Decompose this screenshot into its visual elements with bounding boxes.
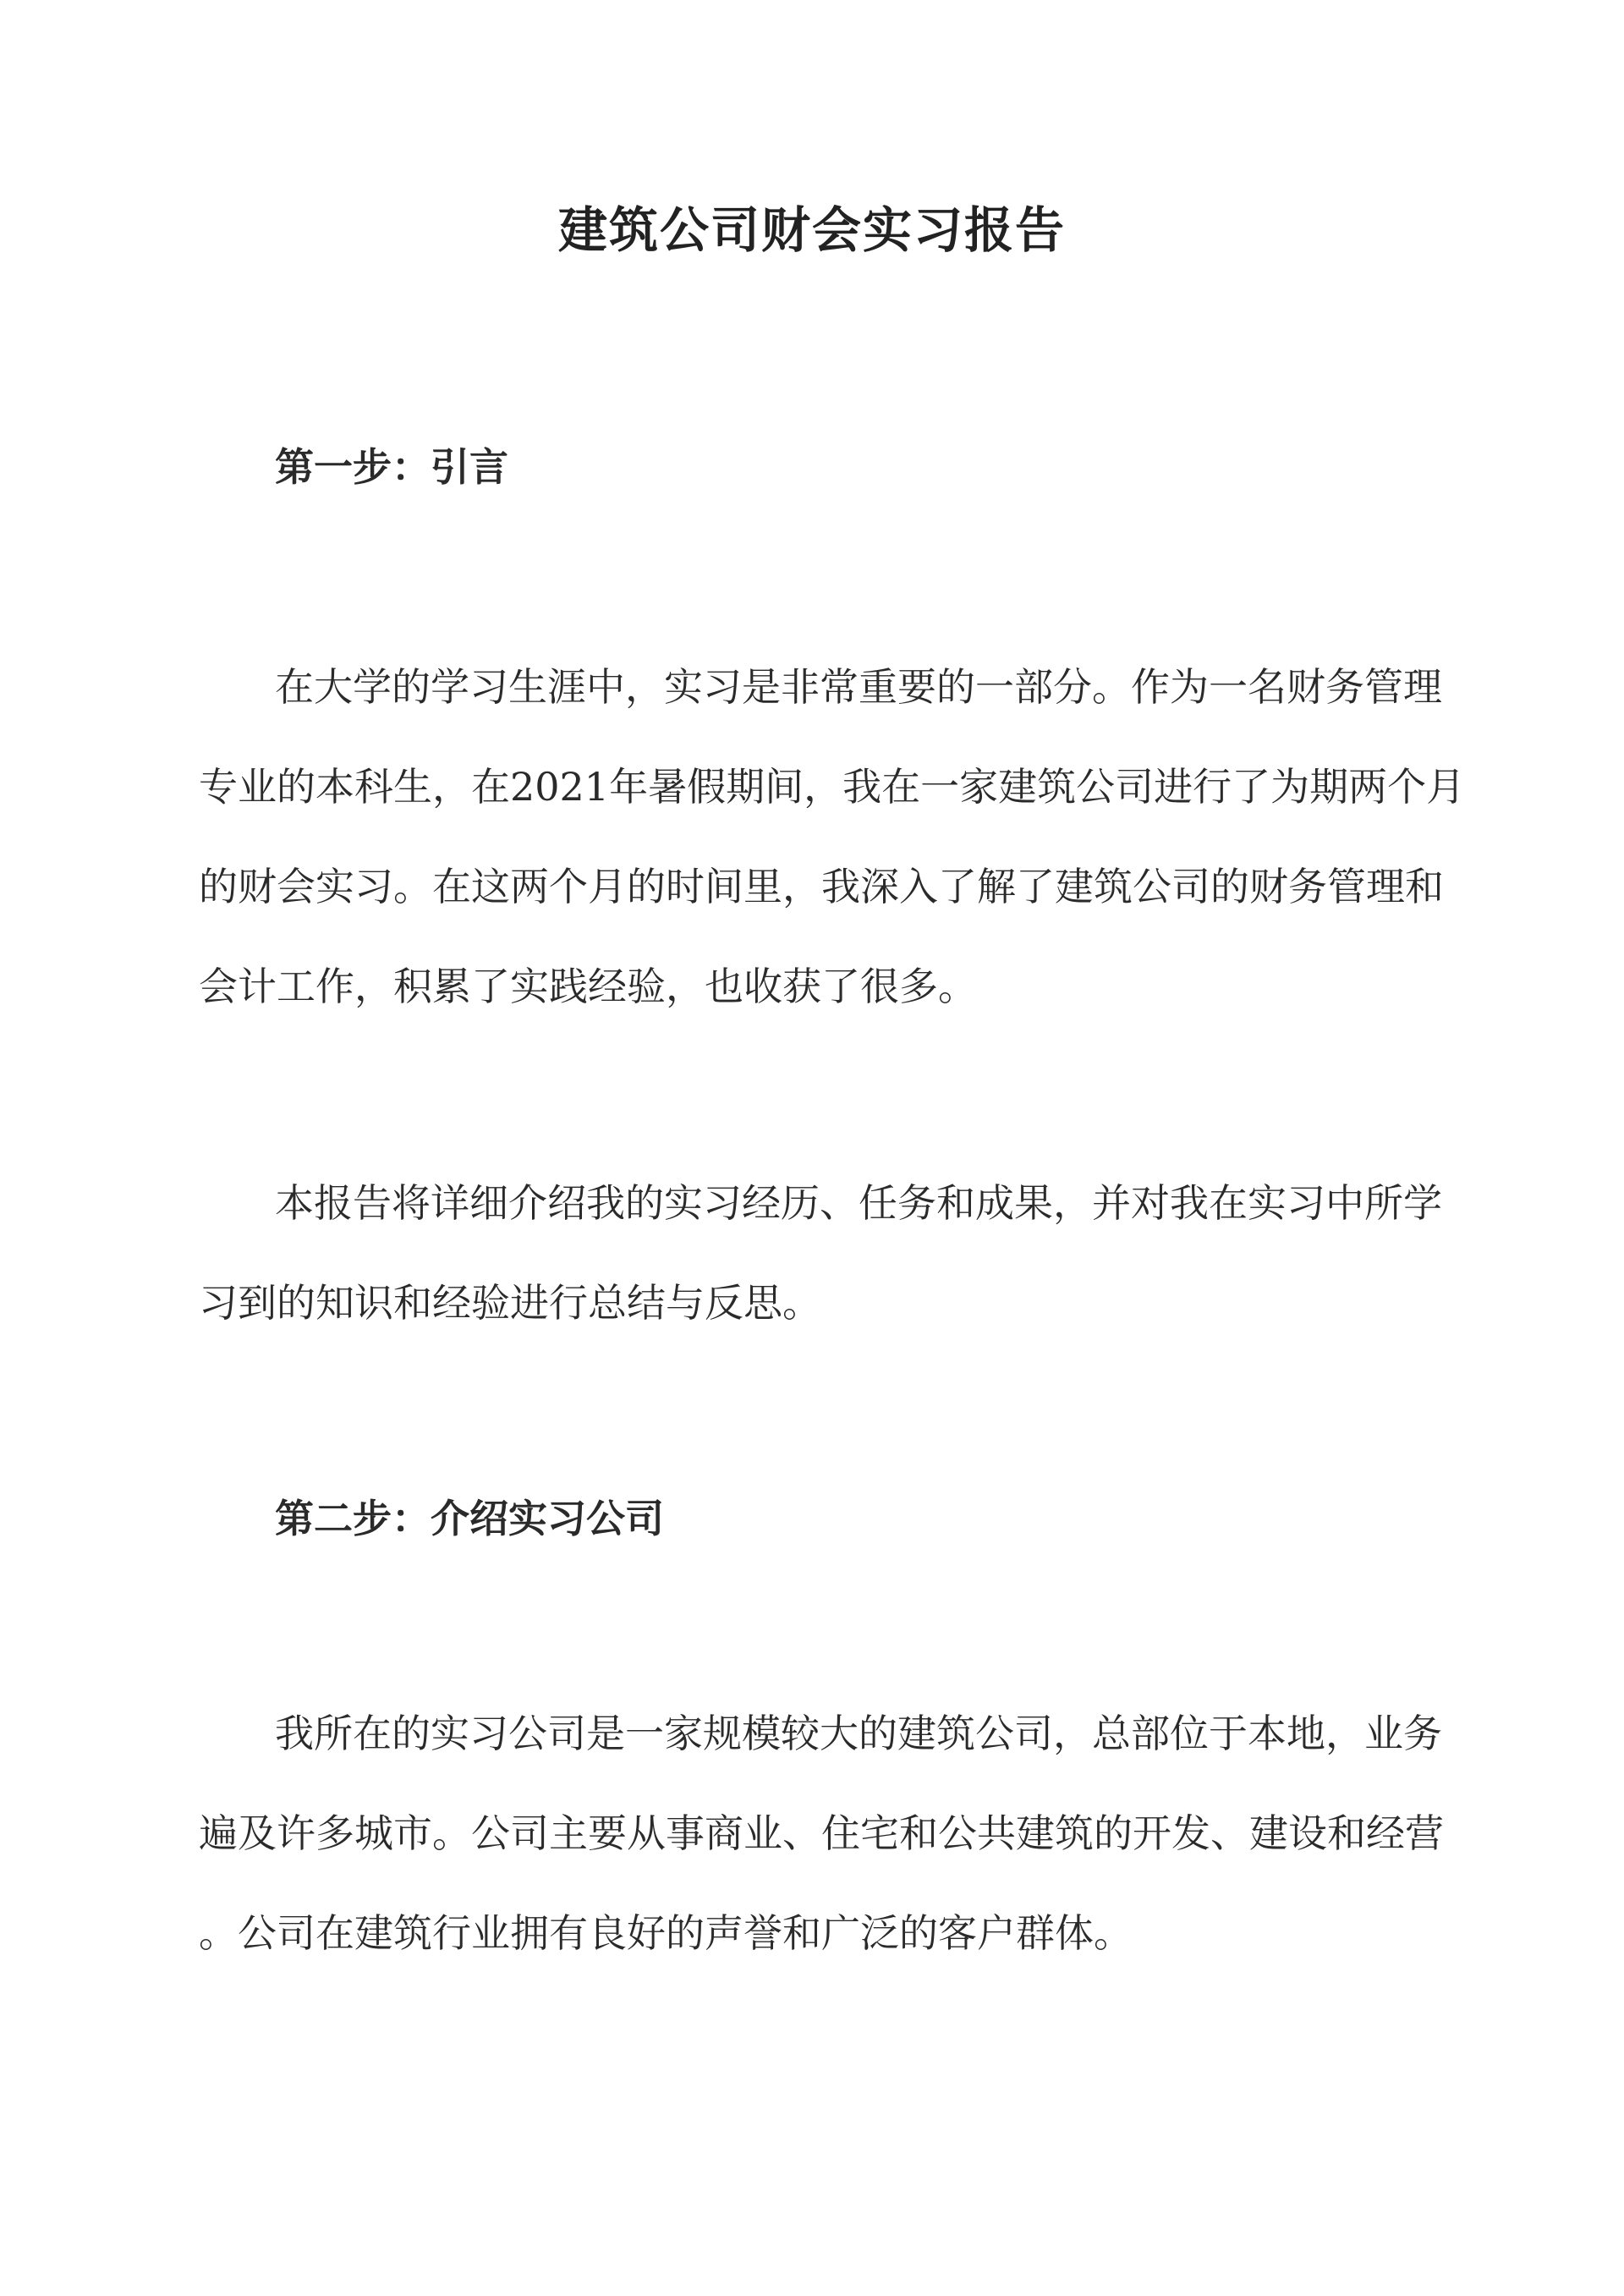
paragraph-company-1: [199, 1684, 1444, 1983]
document-title: 建筑公司财会实习报告: [557, 201, 1066, 259]
paragraph-introduction-1: [199, 637, 1466, 1036]
paragraph-line: 在大学的学习生涯中，实习是非常重要的一部分。作为一名财务管理: [275, 664, 1442, 710]
paragraph-line: 习到的知识和经验进行总结与反思。: [199, 1280, 821, 1326]
paragraph-line: 的财会实习。在这两个月的时间里，我深入了解了建筑公司的财务管理和: [199, 864, 1444, 909]
paragraph-line: 本报告将详细介绍我的实习经历、任务和成果，并对我在实习中所学: [275, 1180, 1442, 1226]
section-heading-company: 第二步：介绍实习公司: [275, 1496, 664, 1541]
section-heading-introduction: 第一步：引言: [275, 444, 508, 490]
paragraph-line: 。公司在建筑行业拥有良好的声誉和广泛的客户群体。: [199, 1910, 1133, 1956]
paragraph-introduction-2: [199, 1153, 1442, 1353]
paragraph-line: 专业的本科生，在2021年暑假期间，我在一家建筑公司进行了为期两个月: [199, 764, 1466, 810]
paragraph-line: 我所在的实习公司是一家规模较大的建筑公司，总部位于本地，业务: [275, 1711, 1442, 1756]
paragraph-line: 会计工作，积累了实践经验，也收获了很多。: [199, 964, 977, 1009]
paragraph-line: 遍及许多城市。公司主要从事商业、住宅和公共建筑的开发、建设和经营: [199, 1810, 1444, 1856]
